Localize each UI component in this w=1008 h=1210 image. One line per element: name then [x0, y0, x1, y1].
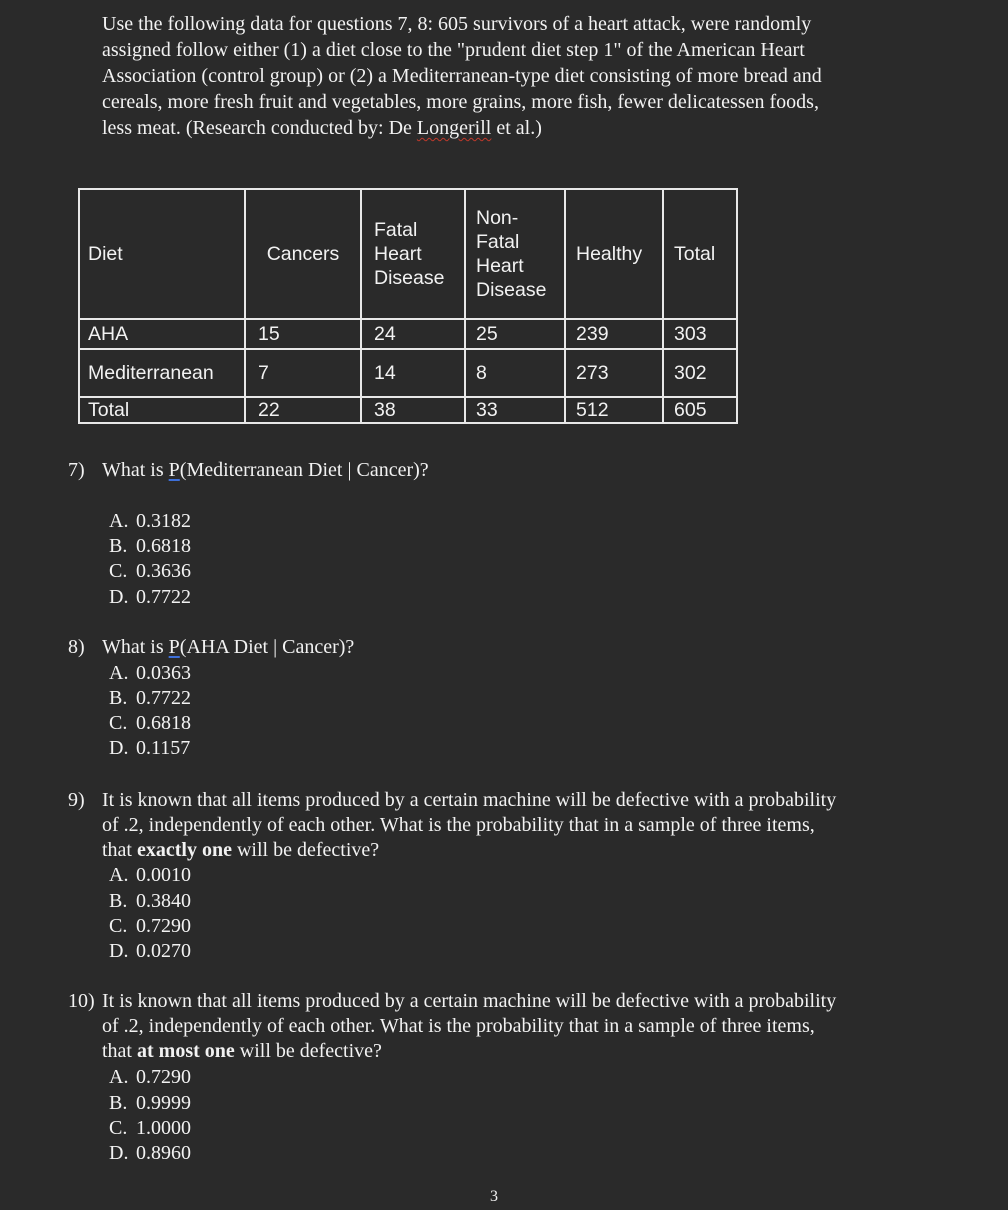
option-value: 0.3182: [136, 510, 191, 532]
option-value: 0.3636: [136, 560, 191, 582]
question-10: [68, 988, 948, 1168]
header-nonfatal-line: Fatal: [476, 231, 520, 253]
intro-line: Use the following data for questions 7, 8: 605 survivors of a heart attack, were randomly: [102, 13, 812, 35]
question-text-prefix: What is: [102, 636, 169, 658]
header-fatal-line: Disease: [374, 267, 445, 289]
emphasis: at most one: [137, 1040, 235, 1062]
option-value: 0.0270: [136, 940, 191, 962]
option-letter: B.: [109, 890, 128, 912]
option-letter: B.: [109, 1092, 128, 1114]
question-number: 8): [68, 636, 85, 658]
header-nonfatal-line: Disease: [476, 279, 547, 301]
option-value: 0.6818: [136, 535, 191, 557]
option-letter: D.: [109, 737, 129, 759]
option-b: [109, 888, 191, 914]
question-text-prefix: What is: [102, 459, 169, 481]
option-b: [109, 685, 191, 711]
option-letter: C.: [109, 1117, 128, 1139]
cell-fatal: 24: [361, 319, 465, 349]
question-7: [68, 457, 948, 617]
cell-healthy: 239: [565, 319, 663, 349]
question-text-line-last: [102, 1038, 382, 1064]
cell-total: 605: [663, 397, 737, 423]
option-value: 1.0000: [136, 1117, 191, 1139]
cell-cancers: 15: [245, 319, 361, 349]
option-d: [109, 1140, 191, 1166]
option-b: [109, 1090, 191, 1116]
diet-outcome-table: [78, 188, 738, 424]
proofing-mark[interactable]: P: [168, 459, 180, 481]
page-number: 3: [490, 1188, 498, 1205]
option-letter: A.: [109, 510, 129, 532]
option-value: 0.3840: [136, 890, 191, 912]
option-letter: D.: [109, 940, 129, 962]
intro-last-suffix: et al.): [491, 117, 542, 139]
option-value: 0.9999: [136, 1092, 191, 1114]
option-value: 0.6818: [136, 712, 191, 734]
option-value: 0.7290: [136, 915, 191, 937]
intro-line: cereals, more fresh fruit and vegetables, more grains, more fish, fewer delicatessen foods,: [102, 91, 819, 113]
option-letter: A.: [109, 662, 129, 684]
option-letter: B.: [109, 687, 128, 709]
cell-diet: AHA: [79, 319, 245, 349]
cell-nonfatal: 25: [465, 319, 565, 349]
cell-fatal: 38: [361, 397, 465, 423]
option-c: [109, 710, 191, 736]
question-text-prefix: that: [102, 1040, 137, 1062]
question-number: 9): [68, 789, 85, 811]
question-9: [68, 787, 948, 967]
option-value: 0.7722: [136, 687, 191, 709]
question-text-suffix: will be defective?: [231, 839, 380, 861]
header-nonfatal-line: Non-: [476, 207, 519, 229]
cell-healthy: 273: [565, 349, 663, 397]
option-letter: B.: [109, 535, 128, 557]
header-total: Total: [663, 189, 737, 319]
header-nonfatal-line: Heart: [476, 255, 524, 277]
cell-healthy: 512: [565, 397, 663, 423]
option-value: 0.1157: [136, 737, 191, 759]
proofing-mark[interactable]: P: [168, 636, 180, 658]
question-text-line: It is known that all items produced by a certain machine will be defective with a probability: [102, 789, 837, 811]
table-row: [79, 319, 737, 349]
intro-line: assigned follow either (1) a diet close to the "prudent diet step 1" of the American Heart: [102, 39, 805, 61]
header-cancers: Cancers: [245, 189, 361, 319]
option-letter: D.: [109, 586, 129, 608]
option-d: [109, 938, 191, 964]
option-a: [109, 862, 191, 888]
cell-diet: Mediterranean: [79, 349, 245, 397]
option-c: [109, 913, 191, 939]
emphasis: exactly one: [137, 839, 232, 861]
question-text-suffix: (AHA Diet | Cancer)?: [179, 636, 355, 658]
table-header-row: [79, 189, 737, 319]
option-value: 0.0010: [136, 864, 191, 886]
question-text: [102, 634, 354, 660]
option-letter: D.: [109, 1142, 129, 1164]
question-text-line: of .2, independently of each other. What is the probability that in a sample of three items,: [102, 814, 815, 836]
question-text-line: of .2, independently of each other. What is the probability that in a sample of three items,: [102, 1015, 815, 1037]
question-text-suffix: will be defective?: [234, 1040, 382, 1062]
cell-cancers: 22: [245, 397, 361, 423]
question-text: [102, 457, 429, 483]
option-letter: C.: [109, 915, 128, 937]
intro-line-last: [102, 115, 922, 141]
cell-total: 303: [663, 319, 737, 349]
option-letter: A.: [109, 864, 129, 886]
intro-paragraph: [102, 11, 922, 141]
option-value: 0.8960: [136, 1142, 191, 1164]
cell-cancers: 7: [245, 349, 361, 397]
cell-nonfatal: 33: [465, 397, 565, 423]
question-text-suffix: (Mediterranean Diet | Cancer)?: [179, 459, 429, 481]
option-letter: C.: [109, 560, 128, 582]
intro-line: Association (control group) or (2) a Mediterranean-type diet consisting of more bread and: [102, 65, 822, 87]
header-healthy: Healthy: [565, 189, 663, 319]
cell-nonfatal: 8: [465, 349, 565, 397]
intro-last-prefix: less meat. (Research conducted by: De: [102, 117, 417, 139]
option-a: [109, 508, 191, 534]
option-letter: A.: [109, 1066, 129, 1088]
option-a: [109, 1064, 191, 1090]
header-fatal-heart-disease: [361, 189, 465, 319]
option-value: 0.7290: [136, 1066, 191, 1088]
cell-fatal: 14: [361, 349, 465, 397]
question-text-line-last: [102, 837, 379, 863]
option-c: [109, 558, 191, 584]
table-row: [79, 397, 737, 423]
header-diet: Diet: [79, 189, 245, 319]
header-fatal-line: Fatal: [374, 219, 418, 241]
spellcheck-word[interactable]: Longerill: [416, 117, 492, 139]
option-c: [109, 1115, 191, 1141]
header-fatal-line: Heart: [374, 243, 422, 265]
option-b: [109, 533, 191, 559]
option-value: 0.0363: [136, 662, 191, 684]
question-text-prefix: that: [102, 839, 137, 861]
question-number: 7): [68, 459, 85, 481]
question-8: [68, 634, 948, 774]
option-d: [109, 584, 191, 610]
question-number: 10): [68, 990, 95, 1012]
option-a: [109, 660, 191, 686]
cell-diet: Total: [79, 397, 245, 423]
table-row: [79, 349, 737, 397]
cell-total: 302: [663, 349, 737, 397]
option-d: [109, 735, 190, 761]
question-text-line: It is known that all items produced by a certain machine will be defective with a probability: [102, 990, 837, 1012]
option-value: 0.7722: [136, 586, 191, 608]
option-letter: C.: [109, 712, 128, 734]
header-nonfatal-heart-disease: [465, 189, 565, 319]
